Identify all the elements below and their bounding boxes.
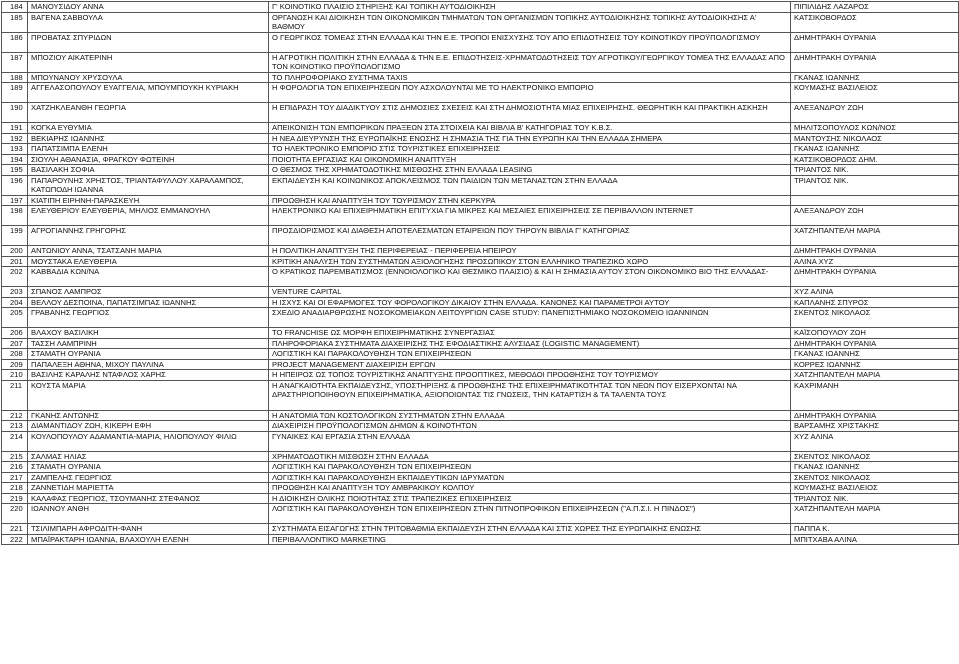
row-number: 200 xyxy=(2,246,28,257)
supervisor-name: ΔΗΜΗΤΡΑΚΗ ΟΥΡΑΝΙΑ xyxy=(791,267,959,287)
student-name: ΒΕΛΛΟΥ ΔΕΣΠΟΙΝΑ, ΠΑΠΑΤΣΙΜΠΑΣ ΙΩΑΝΝΗΣ xyxy=(28,297,269,308)
thesis-title: Η ΠΟΛΙΤΙΚΗ ΑΝΑΠΤΥΞΗ ΤΗΣ ΠΕΡΙΦΕΡΕΙΑΣ - ΠΕΡΙΦΕΡΕΙΑ ΗΠΕΙΡΟΥ xyxy=(269,246,791,257)
row-number: 189 xyxy=(2,83,28,103)
student-name: ΣΤΑΜΑΤΗ ΟΥΡΑΝΙΑ xyxy=(28,349,269,360)
row-number: 185 xyxy=(2,12,28,32)
thesis-title: ΣΧΕΔΙΟ ΑΝΑΔΙΑΡΘΡΩΣΗΣ ΝΟΣΟΚΟΜΕΙΑΚΩΝ ΛΕΙΤΟΥΡΓΙΩΝ CASE STUDY: ΠΑΝΕΠΙΣΤΗΜΙΑΚΟ ΝΟΣΟΚΟΜΕΙΟ ΙΩΑΝΝΙΝΩΝ xyxy=(269,308,791,328)
supervisor-name: ΧΑΤΖΗΠΑΝΤΕΛΗ ΜΑΡΙΑ xyxy=(791,370,959,381)
supervisor-name: ΔΗΜΗΤΡΑΚΗ ΟΥΡΑΝΙΑ xyxy=(791,32,959,52)
row-number: 192 xyxy=(2,133,28,144)
table-row xyxy=(2,297,959,308)
thesis-title: Ο ΓΕΩΡΓΙΚΟΣ ΤΟΜΕΑΣ ΣΤΗΝ ΕΛΛΑΔΑ ΚΑΙ ΤΗΝ Ε.Ε. ΤΡΟΠΟΙ ΕΝΙΣΧΥΣΗΣ ΤΟΥ ΑΠΟ ΕΠΙΔΟΤΗΣΕΙΣ ΤΟΥ ΚΟΙΝΟΤΙΚΟΥ ΠΡΟΫΠΟΛΟΓΙΣΜΟΥ xyxy=(269,32,791,52)
supervisor-name: ΓΚΑΝΑΣ ΙΩΑΝΝΗΣ xyxy=(791,72,959,83)
thesis-table-body xyxy=(2,2,959,545)
supervisor-name: ΑΛΕΞΑΝΔΡΟΥ ΖΩΗ xyxy=(791,103,959,123)
student-name: ΜΟΥΣΤΑΚΑ ΕΛΕΥΘΕΡΙΑ xyxy=(28,256,269,267)
thesis-title: ΛΟΓΙΣΤΙΚΗ ΚΑΙ ΠΑΡΑΚΟΛΟΥΘΗΣΗ ΤΩΝ ΕΠΙΧΕΙΡΗΣΕΩΝ xyxy=(269,349,791,360)
row-number: 202 xyxy=(2,267,28,287)
thesis-title: Ο ΘΕΣΜΟΣ ΤΗΣ ΧΡΗΜΑΤΟΔΟΤΙΚΗΣ ΜΙΣΘΩΣΗΣ ΣΤΗΝ ΕΛΛΑΔΑ LEASING xyxy=(269,165,791,176)
supervisor-name: ΤΡΙΑΝΤΟΣ ΝΙΚ. xyxy=(791,493,959,504)
table-row xyxy=(2,483,959,494)
row-number: 210 xyxy=(2,370,28,381)
thesis-title: ΛΟΓΙΣΤΙΚΗ ΚΑΙ ΠΑΡΑΚΟΛΟΥΘΗΣΗ ΤΩΝ ΕΠΙΧΕΙΡΗΣΕΩΝ xyxy=(269,462,791,473)
thesis-title: ΤΟ ΠΛΗΡΟΦΟΡΙΑΚΟ ΣΥΣΤΗΜΑ TAXIS xyxy=(269,72,791,83)
student-name: ΜΠΑΪΡΑΚΤΑΡΗ ΙΩΑΝΝΑ, ΒΛΑΧΟΥΛΗ ΕΛΕΝΗ xyxy=(28,534,269,545)
row-number: 217 xyxy=(2,472,28,483)
table-row xyxy=(2,2,959,13)
table-row xyxy=(2,370,959,381)
supervisor-name: ΤΡΙΑΝΤΟΣ ΝΙΚ. xyxy=(791,165,959,176)
thesis-title: Η ΝΕΑ ΔΙΕΥΡΥΝΣΗ ΤΗΣ ΕΥΡΩΠΑΪΚΗΣ ΕΝΩΣΗΣ Η ΣΗΜΑΣΙΑ ΤΗΣ ΓΙΑ ΤΗΝ ΕΥΡΩΠΗ ΚΑΙ ΤΗΝ ΕΛΛΑΔΑ ΣΗΜΕΡΑ xyxy=(269,133,791,144)
table-row xyxy=(2,83,959,103)
student-name: ΣΑΛΜΑΣ ΗΛΙΑΣ xyxy=(28,451,269,462)
supervisor-name: ΒΑΡΣΑΜΗΣ ΧΡΙΣΤΑΚΗΣ xyxy=(791,421,959,432)
thesis-title: ΠΟΙΟΤΗΤΑ ΕΡΓΑΣΙΑΣ ΚΑΙ ΟΙΚΟΝΟΜΙΚΗ ΑΝΑΠΤΥΞΗ xyxy=(269,154,791,165)
student-name: ΚΑΒΒΑΔΙΑ ΚΩΝ/ΝΑ xyxy=(28,267,269,287)
table-row xyxy=(2,431,959,451)
thesis-title: VENTURE CAPITAL xyxy=(269,287,791,298)
row-number: 199 xyxy=(2,226,28,246)
table-row xyxy=(2,359,959,370)
row-number: 219 xyxy=(2,493,28,504)
supervisor-name: ΧΑΤΖΗΠΑΝΤΕΛΗ ΜΑΡΙΑ xyxy=(791,504,959,524)
row-number: 195 xyxy=(2,165,28,176)
table-row xyxy=(2,524,959,535)
supervisor-name: ΔΗΜΗΤΡΑΚΗ ΟΥΡΑΝΙΑ xyxy=(791,410,959,421)
thesis-title: ΗΛΕΚΤΡΟΝΙΚΟ ΚΑΙ ΕΠΙΧΕΙΡΗΜΑΤΙΚΗ ΕΠΙΤΥΧΙΑ ΓΙΑ ΜΙΚΡΕΣ ΚΑΙ ΜΕΣΑΙΕΣ ΕΠΙΧΕΙΡΗΣΕΙΣ ΣΕ ΠΕΡΙΒΑΛΛΟΝ INTERNET xyxy=(269,206,791,226)
student-name: ΓΚΑΝΗΣ ΑΝΤΩΝΗΣ xyxy=(28,410,269,421)
supervisor-name: ΠΑΠΠΑ Κ. xyxy=(791,524,959,535)
thesis-table xyxy=(1,1,959,545)
student-name: ΑΓΡΟΓΙΑΝΝΗΣ ΓΡΗΓΟΡΗΣ xyxy=(28,226,269,246)
table-row xyxy=(2,380,959,410)
table-row xyxy=(2,206,959,226)
row-number: 206 xyxy=(2,328,28,339)
thesis-title: Γ' ΚΟΙΝΟΤΙΚΟ ΠΛΑΙΣΙΟ ΣΤΗΡΙΞΗΣ ΚΑΙ ΤΟΠΙΚΗ ΑΥΤΟΔΙΟΙΚΗΣΗ xyxy=(269,2,791,13)
row-number: 221 xyxy=(2,524,28,535)
supervisor-name: ΜΑΝΤΟΥΣΗΣ ΝΙΚΟΛΑΟΣ xyxy=(791,133,959,144)
thesis-title: ΧΡΗΜΑΤΟΔΟΤΙΚΗ ΜΙΣΘΩΣΗ ΣΤΗΝ ΕΛΛΑΔΑ xyxy=(269,451,791,462)
student-name: ΣΙΟΥΛΗ ΑΘΑΝΑΣΙΑ, ΦΡΑΓΚΟΥ ΦΩΤΕΙΝΗ xyxy=(28,154,269,165)
thesis-title: ΤΟ ΗΛΕΚΤΡΟΝΙΚΟ ΕΜΠΟΡΙΟ ΣΤΙΣ ΤΟΥΡΙΣΤΙΚΕΣ ΕΠΙΧΕΙΡΗΣΕΙΣ xyxy=(269,144,791,155)
supervisor-name: ΚΟΥΜΑΣΗΣ ΒΑΣΙΛΕΙΟΣ xyxy=(791,83,959,103)
student-name: ΚΟΥΛΟΠΟΥΛΟΥ ΑΔΑΜΑΝΤΙΑ-ΜΑΡΙΑ, ΗΛΙΟΠΟΥΛΟΥ ΦΙΛΙΩ xyxy=(28,431,269,451)
supervisor-name: ΤΡΙΑΝΤΟΣ ΝΙΚ. xyxy=(791,175,959,195)
student-name: ΣΠΑΝΟΣ ΛΑΜΠΡΟΣ xyxy=(28,287,269,298)
student-name: ΚΟΥΣΤΑ ΜΑΡΙΑ xyxy=(28,380,269,410)
table-row xyxy=(2,133,959,144)
table-row xyxy=(2,267,959,287)
student-name: ΣΤΑΜΑΤΗ ΟΥΡΑΝΙΑ xyxy=(28,462,269,473)
student-name: ΙΩΑΝΝΟΥ ΑΝΘΗ xyxy=(28,504,269,524)
supervisor-name: ΣΚΕΝΤΟΣ ΝΙΚΟΛΑΟΣ xyxy=(791,472,959,483)
supervisor-name: ΣΚΕΝΤΟΣ ΝΙΚΟΛΑΟΣ xyxy=(791,308,959,328)
supervisor-name: ΓΚΑΝΑΣ ΙΩΑΝΝΗΣ xyxy=(791,349,959,360)
row-number: 222 xyxy=(2,534,28,545)
supervisor-name: ΚΑΤΣΙΚΟΒΟΡΔΟΣ xyxy=(791,12,959,32)
table-row xyxy=(2,308,959,328)
thesis-title: ΔΙΑΧΕΙΡΙΣΗ ΠΡΟΫΠΟΛΟΓΙΣΜΩΝ ΔΗΜΩΝ & ΚΟΙΝΟΤΗΤΩΝ xyxy=(269,421,791,432)
row-number: 208 xyxy=(2,349,28,360)
student-name: ΜΠΟΥΝΑΝΟΥ ΧΡΥΣΟΥΛΑ xyxy=(28,72,269,83)
supervisor-name: ΚΑΠΛΑΝΗΣ ΣΠΥΡΟΣ xyxy=(791,297,959,308)
thesis-title: Η ΑΝΑΤΟΜΙΑ ΤΩΝ ΚΟΣΤΟΛΟΓΙΚΩΝ ΣΥΣΤΗΜΑΤΩΝ ΣΤΗΝ ΕΛΛΑΔΑ xyxy=(269,410,791,421)
student-name: ΚΙΑΤΙΠΗ ΕΙΡΗΝΗ-ΠΑΡΑΣΚΕΥΗ xyxy=(28,195,269,206)
thesis-title: ΣΥΣΤΗΜΑΤΑ ΕΙΣΑΓΩΓΗΣ ΣΤΗΝ ΤΡΙΤΟΒΑΘΜΙΑ ΕΚΠΑΙΔΕΥΣΗ ΣΤΗΝ ΕΛΛΑΔΑ ΚΑΙ ΣΤΙΣ ΧΩΡΕΣ ΤΗΣ ΕΥΡΩΠΑΙΚΗΣ ΕΝΩΣΗΣ xyxy=(269,524,791,535)
row-number: 197 xyxy=(2,195,28,206)
thesis-title: ΑΠΕΙΚΟΝΙΣΗ ΤΩΝ ΕΜΠΟΡΙΚΩΝ ΠΡΑΞΕΩΝ ΣΤΑ ΣΤΟΙΧΕΙΑ ΚΑΙ ΒΙΒΛΙΑ Β' ΚΑΤΗΓΟΡΙΑΣ ΤΟΥ Κ.Β.Σ. xyxy=(269,123,791,134)
row-number: 214 xyxy=(2,431,28,451)
thesis-title: ΠΕΡΙΒΑΛΛΟΝΤΙΚΟ MARKETING xyxy=(269,534,791,545)
table-row xyxy=(2,462,959,473)
supervisor-name: ΧΥΖ ΑΛΙΝΑ xyxy=(791,287,959,298)
row-number: 220 xyxy=(2,504,28,524)
table-row xyxy=(2,195,959,206)
supervisor-name: ΚΑΤΣΙΚΟΒΟΡΔΟΣ ΔΗΜ. xyxy=(791,154,959,165)
table-row xyxy=(2,472,959,483)
student-name: ΠΑΠΑΛΕΞΗ ΑΘΗΝΑ, ΜΙΧΟΥ ΠΑΥΛΙΝΑ xyxy=(28,359,269,370)
thesis-title: Η ΗΠΕΙΡΟΣ ΩΣ ΤΟΠΟΣ ΤΟΥΡΙΣΤΙΚΗΣ ΑΝΑΠΤΥΞΗΣ ΠΡΟΟΠΤΙΚΕΣ, ΜΕΘΟΔΟΙ ΠΡΟΩΘΗΣΗΣ ΤΟΥ ΤΟΥΡΙΣΜΟΥ xyxy=(269,370,791,381)
student-name: ΕΛΕΥΘΕΡΙΟΥ ΕΛΕΥΘΕΡΙΑ, ΜΗΛΙΟΣ ΕΜΜΑΝΟΥΗΛ xyxy=(28,206,269,226)
table-row xyxy=(2,175,959,195)
thesis-title: PROJECT MANAGEMENT ΔΙΑΧΕΙΡΙΣΗ ΕΡΓΩΝ xyxy=(269,359,791,370)
student-name: ΠΑΠΑΤΣΙΜΠΑ ΕΛΕΝΗ xyxy=(28,144,269,155)
thesis-title: Η ΙΣΧΥΣ ΚΑΙ ΟΙ ΕΦΑΡΜΟΓΕΣ ΤΟΥ ΦΟΡΟΛΟΓΙΚΟΥ ΔΙΚΑΙΟΥ ΣΤΗΝ ΕΛΛΑΔΑ. ΚΑΝΟΝΕΣ ΚΑΙ ΠΑΡΑΜΕΤΡΟΙ ΑΥΤΟΥ xyxy=(269,297,791,308)
student-name: ΒΛΑΧΟΥ ΒΑΣΙΛΙΚΗ xyxy=(28,328,269,339)
supervisor-name xyxy=(791,195,959,206)
student-name: ΠΑΠΑΡΟΥΝΗΣ ΧΡΗΣΤΟΣ, ΤΡΙΑΝΤΑΦΥΛΛΟΥ ΧΑΡΑΛΑΜΠΟΣ, ΚΑΤΩΠΟΔΗ ΙΩΑΝΝΑ xyxy=(28,175,269,195)
thesis-title: Η ΑΝΑΓΚΑΙΟΤΗΤΑ ΕΚΠΑΙΔΕΥΣΗΣ, ΥΠΟΣΤΗΡΙΞΗΣ & ΠΡΟΩΘΗΣΗΣ ΤΗΣ ΕΠΙΧΕΙΡΗΜΑΤΙΚΟΤΗΤΑΣ ΤΩΝ ΝΕΩΝ ΠΟΥ ΕΙΣΕΡΧΟΝΤΑΙ ΝΑ ΔΡΑΣΤΗΡΙΟΠΟΙΗΘΟΥΝ ΕΠΙΧΕΙΡΗΜΑΤΙΚΑ, ΑΞΙΟΠΟΙΩΝΤΑΣ ΤΙΣ ΓΝΩΣΕΙΣ, ΤΗΝ ΚΑΤΑΡΤΙΣΗ & ΤΑ ΤΑΛΕΝΤΑ ΤΟΥΣ xyxy=(269,380,791,410)
student-name: ΒΑΣΙΛΗΣ ΚΑΡΑΛΗΣ ΝΤΑΦΛΟΣ ΧΑΡΗΣ xyxy=(28,370,269,381)
row-number: 207 xyxy=(2,338,28,349)
student-name: ΒΕΚΙΑΡΗΣ ΙΩΑΝΝΗΣ xyxy=(28,133,269,144)
thesis-title: Η ΦΟΡΟΛΟΓΙΑ ΤΩΝ ΕΠΙΧΕΙΡΗΣΕΩΝ ΠΟΥ ΑΣΧΟΛΟΥΝΤΑΙ ΜΕ ΤΟ ΗΛΕΚΤΡΟΝΙΚΟ ΕΜΠΟΡΙΟ xyxy=(269,83,791,103)
table-row xyxy=(2,103,959,123)
supervisor-name: ΧΑΤΖΗΠΑΝΤΕΛΗ ΜΑΡΙΑ xyxy=(791,226,959,246)
supervisor-name: ΜΗΛΙΤΣΟΠΟΥΛΟΣ ΚΩΝ/ΝΟΣ xyxy=(791,123,959,134)
supervisor-name: ΚΟΡΡΕΣ ΙΩΑΝΝΗΣ xyxy=(791,359,959,370)
table-row xyxy=(2,451,959,462)
supervisor-name: ΔΗΜΗΤΡΑΚΗ ΟΥΡΑΝΙΑ xyxy=(791,52,959,72)
table-row xyxy=(2,410,959,421)
thesis-title: ΛΟΓΙΣΤΙΚΗ ΚΑΙ ΠΑΡΑΚΟΛΟΥΘΗΣΗ ΤΩΝ ΕΠΙΧΕΙΡΗΣΕΩΝ ΣΤΗΝ ΠΙΤΝΟΠΡΟΦΙΚΩΝ ΕΠΙΧΕΙΡΗΣΕΩΝ ("Α.Π.Σ.Ι. Η ΠΙΝΔΟΣ") xyxy=(269,504,791,524)
supervisor-name: ΚΑΪΣΟΠΟΥΛΟΥ ΖΩΗ xyxy=(791,328,959,339)
row-number: 203 xyxy=(2,287,28,298)
table-row xyxy=(2,32,959,52)
row-number: 190 xyxy=(2,103,28,123)
supervisor-name: ΚΟΥΜΑΣΗΣ ΒΑΣΙΛΕΙΟΣ xyxy=(791,483,959,494)
supervisor-name: ΑΛΕΞΑΝΔΡΟΥ ΖΩΗ xyxy=(791,206,959,226)
student-name: ΧΑΤΖΗΚΛΕΑΝΘΗ ΓΕΩΡΓΙΑ xyxy=(28,103,269,123)
student-name: ΜΠΟΖΙΟΥ ΑΙΚΑΤΕΡΙΝΗ xyxy=(28,52,269,72)
table-row xyxy=(2,144,959,155)
row-number: 191 xyxy=(2,123,28,134)
row-number: 209 xyxy=(2,359,28,370)
thesis-title: ΓΥΝΑΙΚΕΣ ΚΑΙ ΕΡΓΑΣΙΑ ΣΤΗΝ ΕΛΛΑΔΑ xyxy=(269,431,791,451)
thesis-title: Η ΕΠΙΔΡΑΣΗ ΤΟΥ ΔΙΑΔΙΚΤΥΟΥ ΣΤΙΣ ΔΗΜΟΣΙΕΣ ΣΧΕΣΕΙΣ ΚΑΙ ΣΤΗ ΔΗΜΟΣΙΟΤΗΤΑ ΜΙΑΣ ΕΠΙΧΕΙΡΗΣΗΣ. ΘΕΩΡΗΤΙΚΗ ΚΑΙ ΠΡΑΚΤΙΚΗ ΑΣΚΗΣΗ xyxy=(269,103,791,123)
table-row xyxy=(2,328,959,339)
supervisor-name: ΠΙΠΙΛΙΔΗΣ ΛΑΖΑΡΟΣ xyxy=(791,2,959,13)
supervisor-name: ΓΚΑΝΑΣ ΙΩΑΝΝΗΣ xyxy=(791,462,959,473)
row-number: 204 xyxy=(2,297,28,308)
thesis-title: ΠΡΟΩΘΗΣΗ ΚΑΙ ΑΝΑΠΤΥΞΗ ΤΟΥ ΑΜΒΡΑΚΙΚΟΥ ΚΟΛΠΟΥ xyxy=(269,483,791,494)
supervisor-name: ΚΑΧΡΙΜΑΝΗ xyxy=(791,380,959,410)
student-name: ΖΑΜΠΕΛΗΣ ΓΕΩΡΓΙΟΣ xyxy=(28,472,269,483)
table-row xyxy=(2,226,959,246)
table-row xyxy=(2,534,959,545)
supervisor-name: ΣΚΕΝΤΟΣ ΝΙΚΟΛΑΟΣ xyxy=(791,451,959,462)
table-row xyxy=(2,421,959,432)
student-name: ΑΝΤΩΝΙΟΥ ΑΝΝΑ, ΤΣΑΤΣΑΝΗ ΜΑΡΙΑ xyxy=(28,246,269,257)
table-row xyxy=(2,287,959,298)
row-number: 184 xyxy=(2,2,28,13)
row-number: 205 xyxy=(2,308,28,328)
row-number: 215 xyxy=(2,451,28,462)
thesis-title: ΚΡΙΤΙΚΗ ΑΝΑΛΥΣΗ ΤΩΝ ΣΥΣΤΗΜΑΤΩΝ ΑΞΙΟΛΟΓΗΣΗΣ ΠΡΟΣΩΠΙΚΟΥ ΣΤΟΝ ΕΛΛΗΝΙΚΟ ΤΡΑΠΕΖΙΚΟ ΧΩΡΟ xyxy=(269,256,791,267)
row-number: 216 xyxy=(2,462,28,473)
table-row xyxy=(2,12,959,32)
row-number: 213 xyxy=(2,421,28,432)
table-row xyxy=(2,256,959,267)
thesis-title: ΛΟΓΙΣΤΙΚΗ ΚΑΙ ΠΑΡΑΚΟΛΟΥΘΗΣΗ ΕΚΠΑΙΔΕΥΤΙΚΩΝ ΙΔΡΥΜΑΤΩΝ xyxy=(269,472,791,483)
thesis-title: ΠΛΗΡΟΦΟΡΙΑΚΑ ΣΥΣΤΗΜΑΤΑ ΔΙΑΧΕΙΡΙΣΗΣ ΤΗΣ ΕΦΟΔΙΑΣΤΙΚΗΣ ΑΛΥΣΙΔΑΣ (LOGISTIC MANAGEMENT) xyxy=(269,338,791,349)
thesis-title: ΠΡΟΩΘΗΣΗ ΚΑΙ ΑΝΑΠΤΥΞΗ ΤΟΥ ΤΟΥΡΙΣΜΟΥ ΣΤΗΝ ΚΕΡΚΥΡΑ xyxy=(269,195,791,206)
row-number: 187 xyxy=(2,52,28,72)
table-row xyxy=(2,165,959,176)
supervisor-name: ΑΛΙΝΑ ΧΥΖ xyxy=(791,256,959,267)
student-name: ΓΡΑΒΑΝΗΣ ΓΕΩΡΓΙΟΣ xyxy=(28,308,269,328)
student-name: ΚΑΛΑΦΑΣ ΓΕΩΡΓΙΟΣ, ΤΣΟΥΜΑΝΗΣ ΣΤΕΦΑΝΟΣ xyxy=(28,493,269,504)
row-number: 201 xyxy=(2,256,28,267)
supervisor-name: ΓΚΑΝΑΣ ΙΩΑΝΝΗΣ xyxy=(791,144,959,155)
student-name: ΑΓΓΕΛΑΣΟΠΟΥΛΟΥ ΕΥΑΓΓΕΛΙΑ, ΜΠΟΥΜΠΟΥΚΗ ΚΥΡΙΑΚΗ xyxy=(28,83,269,103)
row-number: 198 xyxy=(2,206,28,226)
row-number: 196 xyxy=(2,175,28,195)
student-name: ΤΑΣΣΗ ΛΑΜΠΡΙΝΗ xyxy=(28,338,269,349)
table-row xyxy=(2,52,959,72)
student-name: ΒΑΓΕΝΑ ΣΑΒΒΟΥΛΑ xyxy=(28,12,269,32)
thesis-title: Η ΔΙΟΙΚΗΣΗ ΟΛΙΚΗΣ ΠΟΙΟΤΗΤΑΣ ΣΤΙΣ ΤΡΑΠΕΖΙΚΕΣ ΕΠΙΧΕΙΡΗΣΕΙΣ xyxy=(269,493,791,504)
supervisor-name: ΜΠΙΤΧΑΒΑ ΑΛΙΝΑ xyxy=(791,534,959,545)
row-number: 218 xyxy=(2,483,28,494)
table-row xyxy=(2,154,959,165)
row-number: 188 xyxy=(2,72,28,83)
thesis-title: ΠΡΟΣΔΙΟΡΙΣΜΟΣ ΚΑΙ ΔΙΑΘΕΣΗ ΑΠΟΤΕΛΕΣΜΑΤΩΝ ΕΤΑΙΡΕΙΩΝ ΠΟΥ ΤΗΡΟΥΝ ΒΙΒΛΙΑ Γ' ΚΑΤΗΓΟΡΙΑΣ xyxy=(269,226,791,246)
supervisor-name: ΔΗΜΗΤΡΑΚΗ ΟΥΡΑΝΙΑ xyxy=(791,246,959,257)
thesis-title: ΕΚΠΑΙΔΕΥΣΗ ΚΑΙ ΚΟΙΝΩΝΙΚΟΣ ΑΠΟΚΛΕΙΣΜΟΣ ΤΩΝ ΠΑΙΔΙΩΝ ΤΩΝ ΜΕΤΑΝΑΣΤΩΝ ΣΤΗΝ ΕΛΛΑΔΑ xyxy=(269,175,791,195)
student-name: ΔΙΑΜΑΝΤΙΔΟΥ ΖΩΗ, ΚΙΚΕΡΗ ΕΦΗ xyxy=(28,421,269,432)
student-name: ΒΑΣΙΛΑΚΗ ΣΟΦΙΑ xyxy=(28,165,269,176)
student-name: ΜΑΝΟΥΣΙΔΟΥ ΑΝΝΑ xyxy=(28,2,269,13)
supervisor-name: ΧΥΖ ΑΛΙΝΑ xyxy=(791,431,959,451)
thesis-title: ΤΟ FRANCHISE ΩΣ ΜΟΡΦΗ ΕΠΙΧΕΙΡΗΜΑΤΙΚΗΣ ΣΥΝΕΡΓΑΣΙΑΣ xyxy=(269,328,791,339)
table-row xyxy=(2,504,959,524)
row-number: 211 xyxy=(2,380,28,410)
row-number: 194 xyxy=(2,154,28,165)
student-name: ΤΣΙΛΙΜΠΑΡΗ ΑΦΡΟΔΙΤΗ-ΦΑΝΗ xyxy=(28,524,269,535)
student-name: ΠΡΟΒΑΤΑΣ ΣΠΥΡΙΔΩΝ xyxy=(28,32,269,52)
thesis-title: Ο ΚΡΑΤΙΚΟΣ ΠΑΡΕΜΒΑΤΙΣΜΟΣ (ΕΝΝΟΙΟΛΟΓΙΚΟ ΚΑΙ ΘΕΣΜΙΚΟ ΠΛΑΙΣΙΟ) & ΚΑΙ Η ΣΗΜΑΣΙΑ ΑΥΤΟΥ ΣΤΟΝ ΟΙΚΟΝΟΜΙΚΟ ΒΙΟ ΤΗΣ ΕΛΛΑΔΑΣ- xyxy=(269,267,791,287)
table-row xyxy=(2,349,959,360)
student-name: ΚΟΓΚΑ ΕΥΘΥΜΙΑ xyxy=(28,123,269,134)
row-number: 212 xyxy=(2,410,28,421)
table-row xyxy=(2,338,959,349)
thesis-title: ΟΡΓΑΝΩΣΗ ΚΑΙ ΔΙΟΙΚΗΣΗ ΤΩΝ ΟΙΚΟΝΟΜΙΚΩΝ ΤΜΗΜΑΤΩΝ ΤΩΝ ΟΡΓΑΝΙΣΜΩΝ ΤΟΠΙΚΗΣ ΑΥΤΟΔΙΟΙΚΗΣΗΣ ΤΟΠΙΚΗΣ ΑΥΤΟΔΙΟΙΚΗΣΗΣ Α' ΒΑΘΜΟΥ xyxy=(269,12,791,32)
supervisor-name: ΔΗΜΗΤΡΑΚΗ ΟΥΡΑΝΙΑ xyxy=(791,338,959,349)
thesis-title: Η ΑΓΡΟΤΙΚΗ ΠΟΛΙΤΙΚΗ ΣΤΗΝ ΕΛΛΑΔΑ & ΤΗΝ Ε.Ε. ΕΠΙΔΟΤΗΣΕΙΣ-ΧΡΗΜΑΤΟΔΟΤΗΣΕΙΣ ΤΟΥ ΑΓΡΟΤΙΚΟΥ/ΓΕΩΡΓΙΚΟΥ ΤΟΜΕΑ ΤΗΣ ΕΛΛΑΔΑΣ ΑΠΟ ΤΟΝ ΚΟΙΝΟΤΙΚΟ ΠΡΟΫΠΟΛΟΓΙΣΜΟ xyxy=(269,52,791,72)
table-row xyxy=(2,246,959,257)
table-row xyxy=(2,123,959,134)
row-number: 193 xyxy=(2,144,28,155)
table-row xyxy=(2,493,959,504)
student-name: ΖΑΝΝΕΤΙΔΗ ΜΑΡΙΕΤΤΑ xyxy=(28,483,269,494)
table-row xyxy=(2,72,959,83)
row-number: 186 xyxy=(2,32,28,52)
